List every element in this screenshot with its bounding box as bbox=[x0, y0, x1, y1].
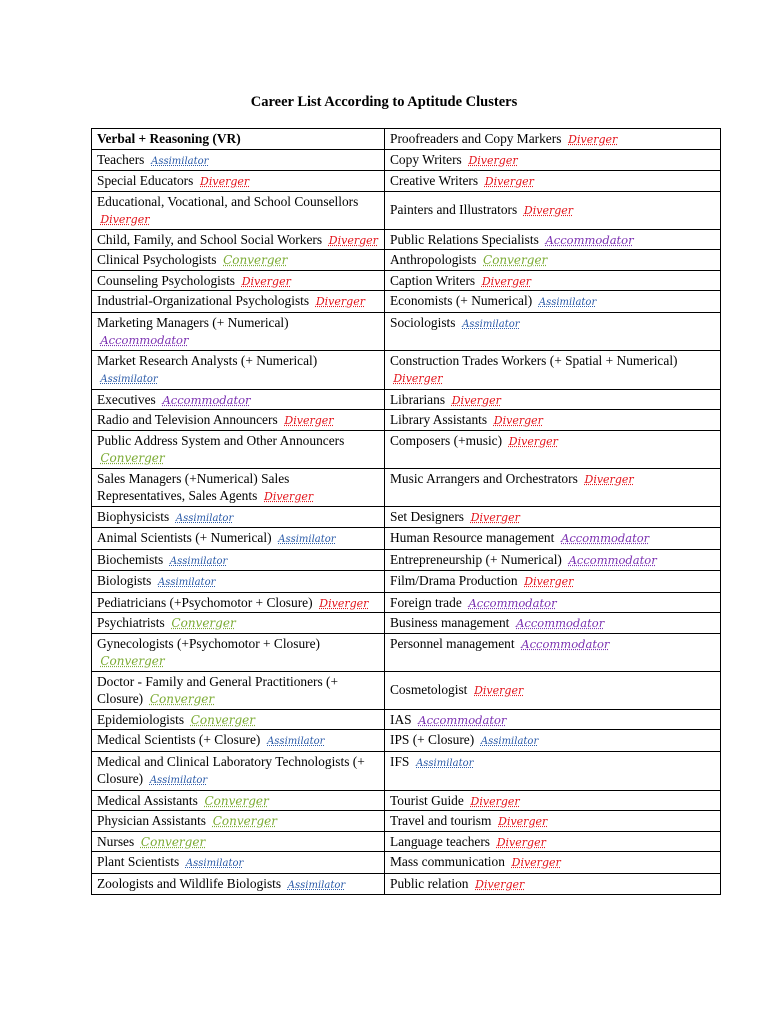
cluster-tag: Diverger bbox=[584, 472, 634, 486]
cluster-tag: Converger bbox=[100, 654, 165, 668]
career-name: Pediatricians (+Psychomotor + Closure) bbox=[97, 594, 313, 610]
cluster-tag: Assimilator bbox=[462, 318, 520, 330]
career-cell-right bbox=[385, 149, 721, 171]
career-name: Public relation bbox=[390, 875, 469, 891]
table-row bbox=[92, 528, 721, 550]
cluster-tag: Accommodator bbox=[521, 636, 610, 651]
career-name: Medical Scientists (+ Closure) bbox=[97, 732, 261, 747]
career-cell-right bbox=[385, 571, 721, 593]
cluster-tag: Diverger bbox=[511, 856, 561, 869]
career-name: Sales Managers (+Numerical) Sales Representatives, Sales Agents bbox=[97, 470, 290, 503]
career-cell-left bbox=[92, 790, 385, 811]
career-name: Caption Writers bbox=[390, 272, 476, 288]
career-cell-right bbox=[385, 709, 721, 730]
cluster-tag: Diverger bbox=[328, 233, 378, 247]
cluster-tag: Assimilator bbox=[538, 297, 597, 308]
cluster-tag: Accommodator bbox=[516, 616, 605, 630]
cluster-tag: Diverger bbox=[508, 434, 558, 448]
cluster-tag: Assimilator bbox=[149, 775, 208, 786]
document-title: Career List According to Aptitude Clusters bbox=[250, 94, 518, 110]
career-cell-left bbox=[92, 571, 385, 593]
career-name: Personnel management bbox=[390, 635, 515, 651]
career-cell-left bbox=[92, 549, 385, 571]
career-cell-right bbox=[385, 671, 721, 709]
cluster-tag: Diverger bbox=[100, 213, 150, 226]
table-row bbox=[92, 350, 721, 389]
cluster-tag: Diverger bbox=[484, 175, 534, 188]
career-name: Psychiatrists bbox=[97, 615, 165, 630]
cluster-tag: Converger bbox=[212, 814, 277, 828]
career-name: Human Resource management bbox=[390, 530, 555, 545]
career-name: Biologists bbox=[97, 573, 152, 588]
cluster-tag: Assimilator bbox=[480, 736, 539, 747]
career-cell-left bbox=[92, 873, 385, 895]
career-name: Music Arrangers and Orchestrators bbox=[390, 470, 578, 486]
cluster-tag: Assimilator bbox=[267, 736, 325, 747]
table-row bbox=[92, 549, 721, 571]
table-row bbox=[92, 430, 721, 468]
cluster-tag: Diverger bbox=[264, 490, 314, 503]
table-row bbox=[92, 291, 721, 313]
career-cell-right bbox=[385, 811, 721, 832]
cluster-tag: Converger bbox=[190, 712, 256, 727]
career-cell-right bbox=[385, 270, 721, 291]
career-name: Travel and tourism bbox=[390, 813, 492, 828]
cluster-tag: Diverger bbox=[200, 175, 250, 188]
cluster-tag: Assimilator bbox=[278, 534, 336, 545]
cluster-tag: Assimilator bbox=[287, 879, 346, 891]
career-name: Librarians bbox=[390, 391, 446, 407]
cluster-tag: Diverger bbox=[475, 877, 525, 891]
career-name: Set Designers bbox=[390, 508, 465, 524]
career-cell-left bbox=[92, 831, 385, 852]
cluster-tag: Diverger bbox=[284, 414, 334, 427]
table-row bbox=[92, 312, 721, 350]
career-cell-left bbox=[92, 191, 385, 229]
career-name: Tourist Guide bbox=[390, 792, 464, 808]
career-cell-right bbox=[385, 790, 721, 811]
cluster-tag: Accommodator bbox=[418, 712, 507, 727]
career-name: Copy Writers bbox=[390, 151, 462, 167]
career-name: IPS (+ Closure) bbox=[390, 732, 475, 747]
table-row bbox=[92, 873, 721, 895]
cluster-tag: Diverger bbox=[393, 372, 443, 385]
table-row bbox=[92, 571, 721, 593]
career-cell-right bbox=[385, 129, 721, 150]
career-cell-left bbox=[92, 671, 385, 709]
career-name: Nurses bbox=[97, 833, 135, 849]
table-row bbox=[92, 468, 721, 506]
cluster-tag: Diverger bbox=[319, 596, 369, 610]
cluster-tag: Diverger bbox=[241, 274, 291, 288]
table-row bbox=[92, 129, 721, 150]
career-cell-left bbox=[92, 410, 385, 431]
career-name: Construction Trades Workers (+ Spatial + Numerical) bbox=[390, 352, 678, 368]
career-cell-left bbox=[92, 633, 385, 671]
career-name: Clinical Psychologists bbox=[97, 252, 217, 267]
career-cell-right bbox=[385, 873, 721, 895]
cluster-tag: Diverger bbox=[468, 153, 518, 167]
cluster-tag: Diverger bbox=[470, 794, 520, 808]
career-name: IFS bbox=[390, 753, 410, 769]
cluster-tag: Accommodator bbox=[100, 333, 189, 347]
career-name: Sociologists bbox=[390, 314, 456, 330]
career-cell-left bbox=[92, 613, 385, 634]
table-row bbox=[92, 790, 721, 811]
career-name: Medical Assistants bbox=[97, 792, 198, 808]
cluster-tag: Converger bbox=[140, 834, 206, 849]
career-cell-left bbox=[92, 430, 385, 468]
cluster-tag: Diverger bbox=[474, 684, 524, 698]
career-name: Proofreaders and Copy Markers bbox=[390, 131, 562, 146]
career-cell-right bbox=[385, 410, 721, 431]
career-cell-right bbox=[385, 592, 721, 613]
career-cell-left bbox=[92, 229, 385, 250]
table-row bbox=[92, 171, 721, 192]
cluster-tag: Assimilator bbox=[416, 757, 474, 769]
career-cell-right bbox=[385, 506, 721, 528]
career-name: Composers (+music) bbox=[390, 432, 503, 448]
table-row bbox=[92, 730, 721, 752]
table-row bbox=[92, 852, 721, 874]
career-cell-left bbox=[92, 250, 385, 271]
table-row bbox=[92, 592, 721, 613]
table-row bbox=[92, 149, 721, 171]
career-cell-left bbox=[92, 811, 385, 832]
table-row bbox=[92, 751, 721, 790]
cluster-tag: Assimilator bbox=[169, 555, 228, 567]
career-cell-right bbox=[385, 171, 721, 192]
career-cell-right bbox=[385, 312, 721, 350]
career-table-body bbox=[92, 129, 721, 895]
career-cell-right bbox=[385, 633, 721, 671]
table-row bbox=[92, 389, 721, 410]
career-name: Film/Drama Production bbox=[390, 573, 518, 588]
table-row bbox=[92, 410, 721, 431]
career-name: Radio and Television Announcers bbox=[97, 412, 278, 427]
career-name: Epidemiologists bbox=[97, 711, 185, 727]
career-name: Gynecologists (+Psychomotor + Closure) bbox=[97, 635, 321, 651]
career-cell-right bbox=[385, 229, 721, 250]
career-name: Teachers bbox=[97, 151, 145, 167]
career-cell-left bbox=[92, 852, 385, 874]
cluster-tag: Accommodator bbox=[468, 595, 557, 610]
career-cell-left bbox=[92, 171, 385, 192]
career-cell-left bbox=[92, 506, 385, 528]
cluster-tag: Converger bbox=[171, 616, 236, 630]
cluster-tag: Converger bbox=[149, 692, 215, 706]
table-row bbox=[92, 506, 721, 528]
table-row bbox=[92, 633, 721, 671]
career-cell-left bbox=[92, 291, 385, 313]
career-name: Industrial-Organizational Psychologists bbox=[97, 293, 310, 308]
cluster-tag: Diverger bbox=[315, 295, 365, 308]
cluster-tag: Accommodator bbox=[162, 392, 251, 407]
cluster-tag: Diverger bbox=[524, 575, 574, 588]
career-name: Entrepreneurship (+ Numerical) bbox=[390, 551, 562, 567]
career-cell-left bbox=[92, 270, 385, 291]
career-cell-left bbox=[92, 468, 385, 506]
career-name: Executives bbox=[97, 391, 156, 407]
career-name: Doctor - Family and General Practitioners (+ Closure) bbox=[97, 673, 339, 706]
career-name: Public Relations Specialists bbox=[390, 231, 539, 247]
cluster-tag: Accommodator bbox=[568, 552, 657, 567]
career-cell-right bbox=[385, 191, 721, 229]
career-name: Plant Scientists bbox=[97, 854, 180, 869]
career-name: Biochemists bbox=[97, 551, 164, 567]
career-cell-right bbox=[385, 528, 721, 550]
career-name: Mass communication bbox=[390, 854, 505, 869]
career-cell-left bbox=[92, 751, 385, 790]
career-name: IAS bbox=[390, 711, 412, 727]
cluster-tag: Diverger bbox=[451, 393, 501, 407]
career-name: Animal Scientists (+ Numerical) bbox=[97, 530, 272, 545]
career-name: Economists (+ Numerical) bbox=[390, 293, 533, 308]
career-name: Zoologists and Wildlife Biologists bbox=[97, 875, 282, 891]
cluster-tag: Accommodator bbox=[561, 531, 650, 545]
cluster-tag: Assimilator bbox=[151, 155, 209, 167]
career-name: Physician Assistants bbox=[97, 813, 206, 828]
cluster-tag: Converger bbox=[483, 253, 548, 267]
career-name: Painters and Illustrators bbox=[390, 202, 518, 218]
career-name: Business management bbox=[390, 615, 510, 630]
cluster-tag: Assimilator bbox=[185, 858, 244, 869]
career-name: Educational, Vocational, and School Counsellors bbox=[97, 193, 359, 209]
cluster-tag: Converger bbox=[204, 793, 269, 808]
cluster-tag: Converger bbox=[100, 451, 165, 465]
cluster-tag: Diverger bbox=[496, 835, 546, 849]
career-name: Cosmetologist bbox=[390, 682, 468, 698]
career-cell-left bbox=[92, 350, 385, 389]
cluster-tag: Diverger bbox=[493, 414, 543, 427]
career-name: Counseling Psychologists bbox=[97, 272, 236, 288]
cluster-tag: Diverger bbox=[568, 133, 618, 146]
table-row bbox=[92, 811, 721, 832]
career-name: Medical and Clinical Laboratory Technologists (+ Closure) bbox=[97, 753, 365, 786]
career-cell-right bbox=[385, 250, 721, 271]
career-cell-left bbox=[92, 149, 385, 171]
table-row bbox=[92, 191, 721, 229]
career-name: Language teachers bbox=[390, 833, 490, 849]
cluster-tag: Diverger bbox=[481, 274, 531, 288]
cluster-tag: Accommodator bbox=[545, 232, 634, 247]
table-row bbox=[92, 671, 721, 709]
career-cell-left bbox=[92, 730, 385, 752]
cluster-tag: Diverger bbox=[470, 510, 520, 524]
career-name: Special Educators bbox=[97, 173, 194, 188]
cluster-tag: Assimilator bbox=[175, 512, 234, 524]
table-row bbox=[92, 270, 721, 291]
career-name: Foreign trade bbox=[390, 594, 462, 610]
career-cell-right bbox=[385, 291, 721, 313]
career-name: Creative Writers bbox=[390, 173, 479, 188]
career-name: Anthropologists bbox=[390, 252, 477, 267]
career-cell-left bbox=[92, 709, 385, 730]
career-name: Public Address System and Other Announcers bbox=[97, 432, 345, 448]
table-row bbox=[92, 709, 721, 730]
cluster-tag: Converger bbox=[223, 253, 288, 267]
career-name: Library Assistants bbox=[390, 412, 488, 427]
career-table bbox=[91, 128, 721, 895]
cluster-tag: Diverger bbox=[523, 204, 574, 218]
career-cell-right bbox=[385, 549, 721, 571]
career-name: Biophysicists bbox=[97, 508, 170, 524]
career-cell-right bbox=[385, 613, 721, 634]
career-cell-left bbox=[92, 389, 385, 410]
column-heading: Verbal + Reasoning (VR) bbox=[97, 131, 241, 146]
cluster-tag: Diverger bbox=[498, 815, 548, 828]
table-row bbox=[92, 229, 721, 250]
career-cell-left bbox=[92, 592, 385, 613]
career-cell-left bbox=[92, 528, 385, 550]
career-cell-right bbox=[385, 430, 721, 468]
career-cell-right bbox=[385, 751, 721, 790]
career-cell-right bbox=[385, 831, 721, 852]
career-cell-right bbox=[385, 389, 721, 410]
table-row bbox=[92, 250, 721, 271]
cluster-tag: Assimilator bbox=[100, 374, 158, 385]
career-cell-left bbox=[92, 312, 385, 350]
career-cell-left bbox=[92, 129, 385, 150]
career-cell-right bbox=[385, 730, 721, 752]
table-row bbox=[92, 613, 721, 634]
career-name: Market Research Analysts (+ Numerical) bbox=[97, 352, 318, 368]
career-name: Marketing Managers (+ Numerical) bbox=[97, 314, 289, 330]
career-cell-right bbox=[385, 350, 721, 389]
table-row bbox=[92, 831, 721, 852]
career-cell-right bbox=[385, 468, 721, 506]
career-name: Child, Family, and School Social Workers bbox=[97, 231, 323, 247]
cluster-tag: Assimilator bbox=[158, 577, 216, 588]
career-cell-right bbox=[385, 852, 721, 874]
